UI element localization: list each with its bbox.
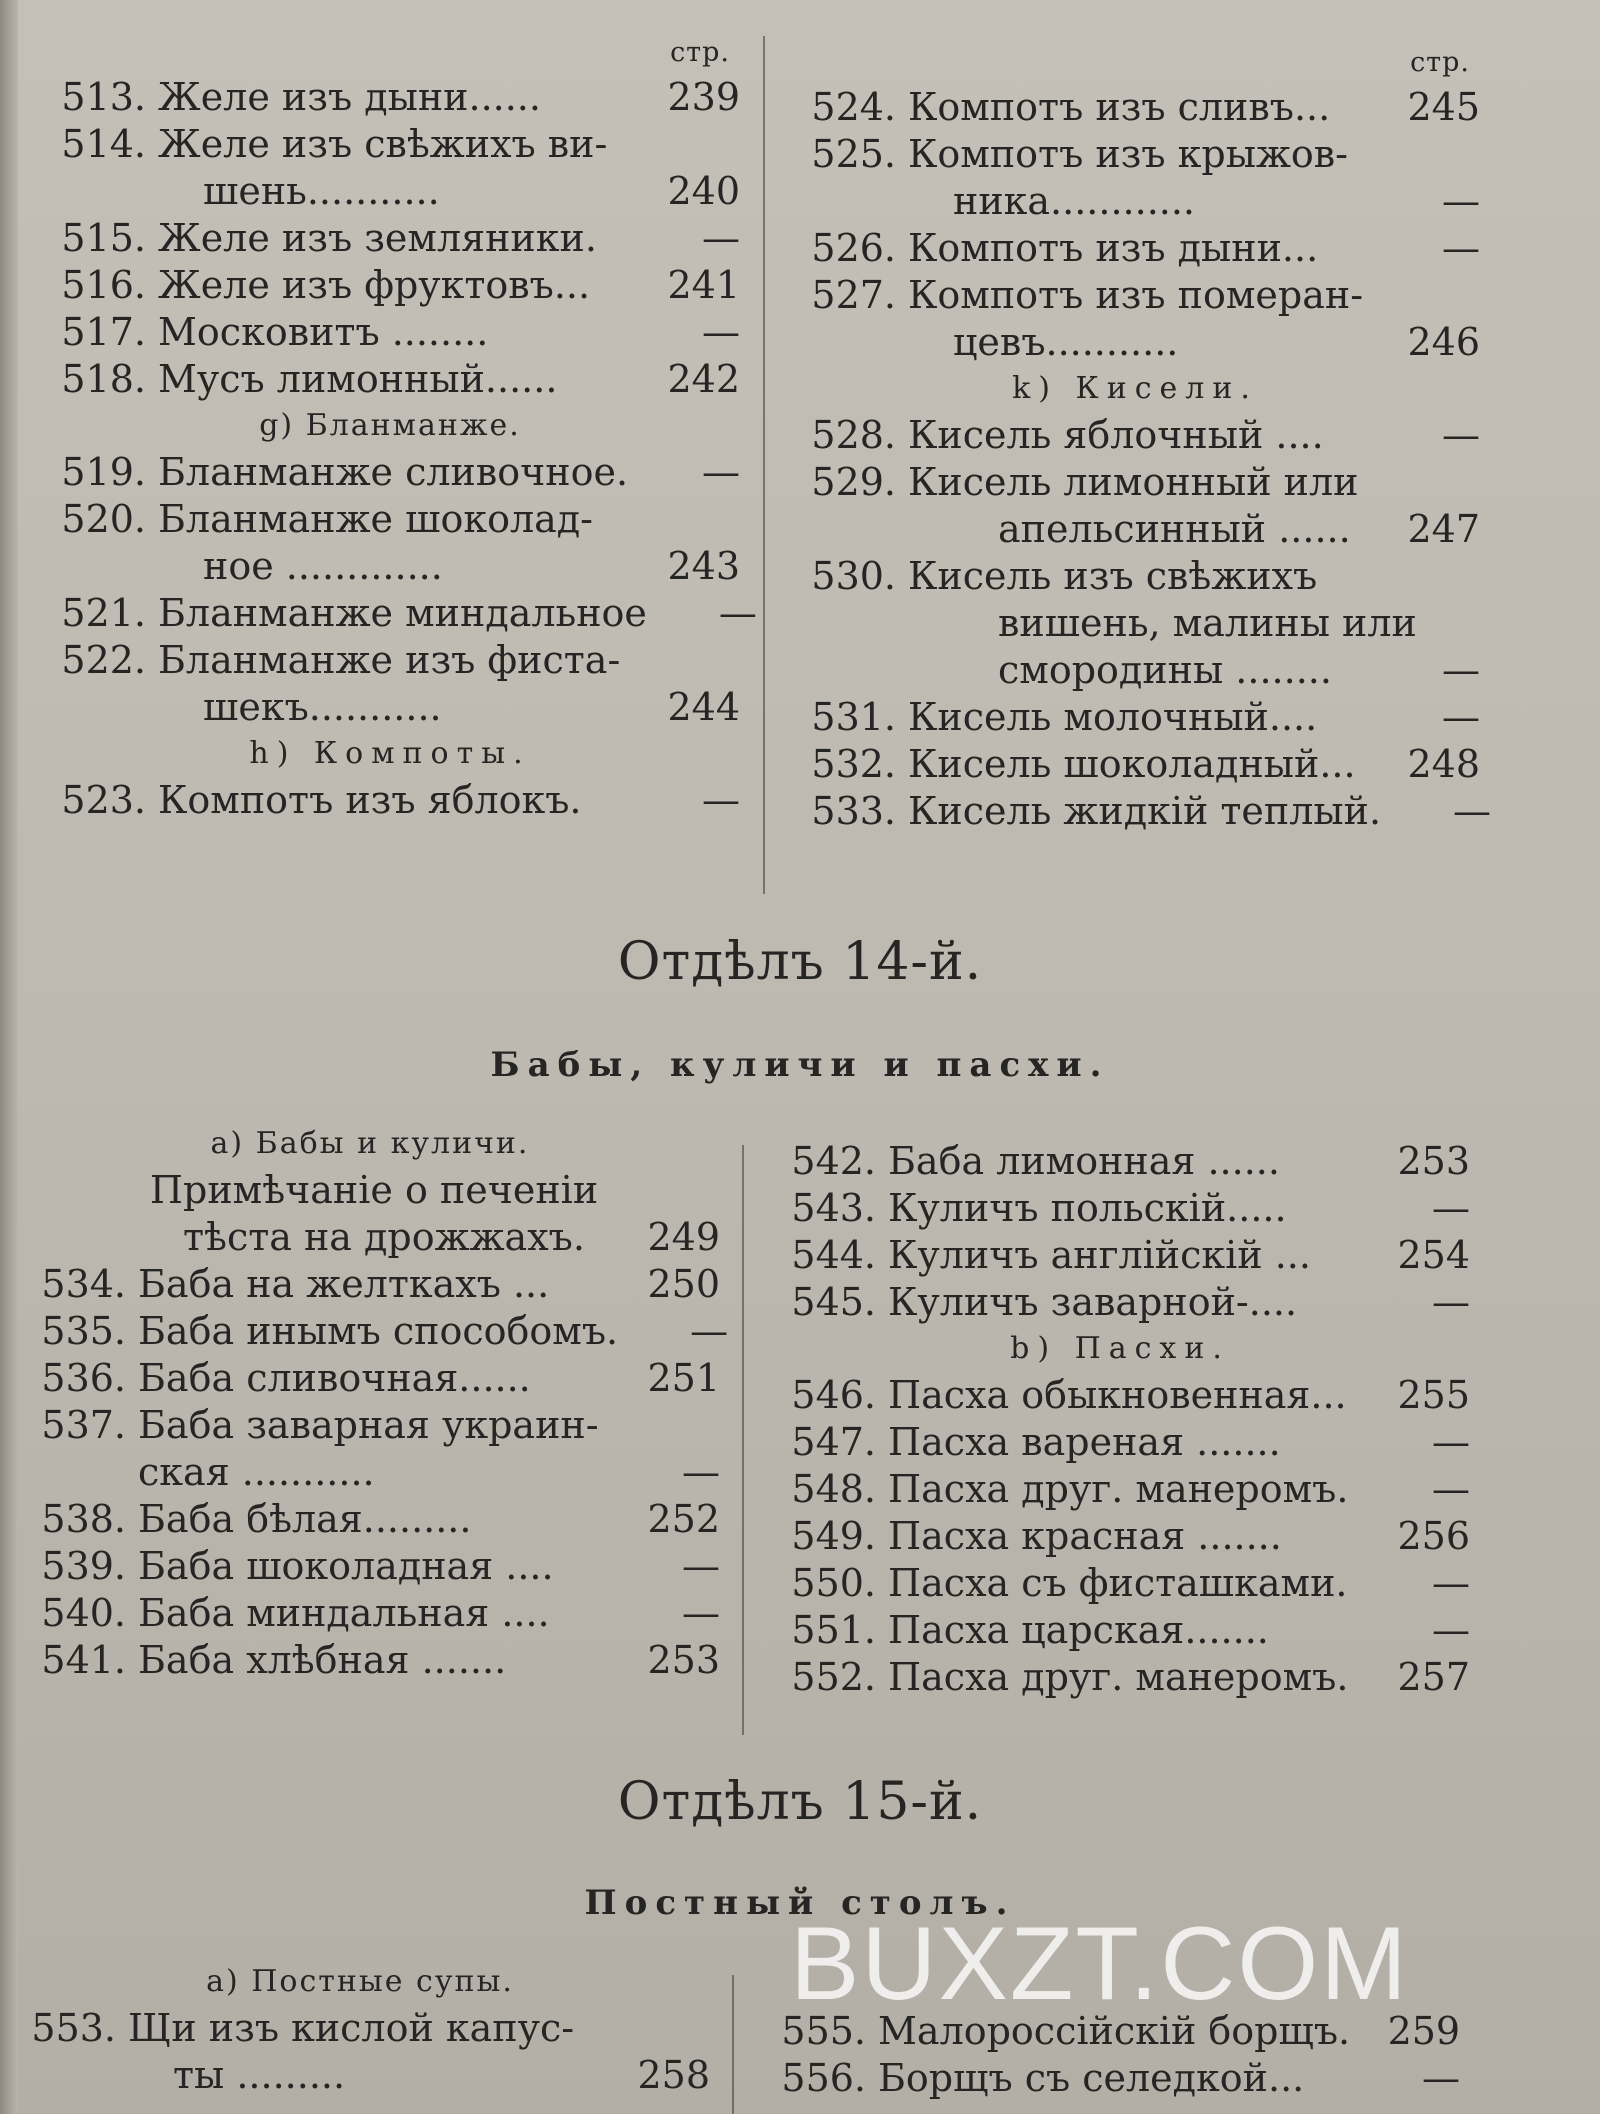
toc-entry: [790, 84, 1480, 131]
entry-page-number: 239: [667, 75, 740, 119]
section14-right-column: [770, 1138, 1470, 1701]
entry-page-number: 249: [647, 1215, 720, 1259]
entry-page-number: —: [1432, 1561, 1470, 1605]
entry-page-number: —: [682, 1544, 720, 1588]
entry-page-number: —: [682, 1591, 720, 1635]
entry-title: Пасха съ фисташками.: [888, 1561, 1348, 1605]
entry-page-number: 242: [667, 357, 740, 401]
entries-list: [770, 1138, 1470, 1326]
toc-entry: [790, 647, 1480, 694]
entry-page-number: —: [702, 778, 740, 822]
entry-title: Баба миндальная ....: [138, 1591, 550, 1635]
entry-title: Желе изъ фруктовъ...: [158, 263, 591, 307]
toc-entry: [20, 1543, 720, 1590]
entry-page-number: 246: [1407, 320, 1480, 364]
entry-title: Компотъ изъ померан-: [908, 273, 1364, 317]
toc-entry: [40, 215, 740, 262]
entry-number: 552.: [791, 1655, 876, 1699]
entry-page-number: 243: [667, 544, 740, 588]
watermark-text: BUXZT.COM: [790, 1906, 1409, 2022]
toc-entry: [20, 1308, 729, 1355]
entry-number: 526.: [811, 226, 896, 270]
section-15-title: Отдѣлъ 15-й.: [617, 1772, 983, 1832]
entry-page-number: 251: [647, 1356, 720, 1400]
toc-entry: [770, 1654, 1470, 1701]
entry-number: 548.: [791, 1467, 876, 1511]
entry-number: 524.: [811, 85, 896, 129]
toc-entry: [40, 684, 740, 731]
entry-title: Баба инымъ способомъ.: [138, 1309, 619, 1353]
entry-number: 534.: [41, 1262, 126, 1306]
entry-number: 556.: [781, 2056, 866, 2100]
entry-number: 553.: [31, 2006, 116, 2050]
entry-number: 549.: [791, 1514, 876, 1558]
entry-title: тѣста на дрожжахъ.: [183, 1215, 585, 1259]
toc-entry: [790, 600, 1480, 647]
entry-number: 525.: [811, 132, 896, 176]
entry-title: Бланманже миндальное: [158, 591, 647, 635]
entry-number: 523.: [61, 778, 146, 822]
toc-entry: [20, 1496, 720, 1543]
entry-page-number: 257: [1397, 1655, 1470, 1699]
entry-page-number: —: [1442, 413, 1480, 457]
toc-entry: [770, 1138, 1470, 1185]
entry-page-number: —: [1442, 695, 1480, 739]
entry-number: 542.: [791, 1139, 876, 1183]
entry-number: 531.: [811, 695, 896, 739]
entry-page-number: 258: [637, 2053, 710, 2097]
entry-title: Желе изъ свѣжихъ ви-: [158, 122, 608, 166]
entry-title: Щи изъ кислой капус-: [128, 2006, 575, 2050]
entry-page-number: 253: [1397, 1139, 1470, 1183]
entry-number: 538.: [41, 1497, 126, 1541]
entry-number: 546.: [791, 1373, 876, 1417]
entry-page-number: —: [702, 216, 740, 260]
entry-title: Пасха друг. манеромъ.: [888, 1467, 1349, 1511]
entry-page-number: —: [1432, 1280, 1470, 1324]
entry-page-number: 250: [647, 1262, 720, 1306]
entries-list-h: [40, 777, 740, 824]
entry-page-number: 254: [1397, 1233, 1470, 1277]
entries-list: [790, 84, 1480, 366]
entry-number: 540.: [41, 1591, 126, 1635]
entry-page-number: —: [1432, 1186, 1470, 1230]
page-column-header: стр.: [670, 37, 730, 68]
entry-page-number: —: [1442, 226, 1480, 270]
entry-title: Кисель жидкій теплый.: [908, 789, 1382, 833]
toc-entry: [770, 1232, 1470, 1279]
entry-number: 535.: [41, 1309, 126, 1353]
toc-entry: [790, 272, 1480, 319]
entry-number: 519.: [61, 450, 146, 494]
entry-page-number: —: [718, 591, 757, 635]
entry-title: ты .........: [173, 2053, 346, 2097]
entry-title: Компотъ изъ сливъ...: [908, 85, 1331, 129]
entry-title: Баба сливочная......: [138, 1356, 531, 1400]
entries-list: [10, 2005, 710, 2099]
entry-number: 539.: [41, 1544, 126, 1588]
toc-entry: [20, 1449, 720, 1496]
entry-title: смородины ........: [998, 648, 1332, 692]
entry-number: 551.: [791, 1608, 876, 1652]
entry-title: Куличъ англійскій ...: [888, 1233, 1311, 1277]
toc-entry: [770, 1607, 1470, 1654]
entry-title: апельсинный ......: [998, 507, 1351, 551]
entry-title: Компотъ изъ дыни...: [908, 226, 1319, 270]
entries-list: [40, 74, 740, 403]
entry-number: 547.: [791, 1420, 876, 1464]
toc-entry: [790, 459, 1480, 506]
entry-title: Пасха обыкновенная...: [888, 1373, 1347, 1417]
toc-entry: [770, 1513, 1470, 1560]
entry-page-number: —: [690, 1309, 729, 1353]
entry-title: Пасха друг. манеромъ.: [888, 1655, 1349, 1699]
entry-title: Бланманже изъ фиста-: [158, 638, 621, 682]
entry-title: Компотъ изъ крыжов-: [908, 132, 1349, 176]
entry-title: Кисель яблочный ....: [908, 413, 1324, 457]
entry-title: ное .............: [203, 544, 443, 588]
entry-title: Баба заварная украин-: [138, 1403, 599, 1447]
entry-page-number: —: [1442, 648, 1480, 692]
entry-number: 536.: [41, 1356, 126, 1400]
column-divider: [732, 1975, 734, 2114]
entry-number: 513.: [61, 75, 146, 119]
section-15-subtitle: Постный столъ.: [584, 1883, 1016, 1923]
entry-number: 532.: [811, 742, 896, 786]
entry-title: Баба шоколадная ....: [138, 1544, 554, 1588]
toc-entry: [20, 1590, 720, 1637]
entry-title: Баба на желткахъ ...: [138, 1262, 550, 1306]
entry-page-number: —: [1422, 2056, 1460, 2100]
entry-page-number: 244: [667, 685, 740, 729]
entry-title: вишень, малины или: [998, 601, 1417, 645]
toc-entry: [790, 412, 1480, 459]
toc-entry: [790, 694, 1480, 741]
toc-entry: [40, 590, 757, 637]
entry-number: 520.: [61, 497, 146, 541]
entry-page-number: —: [1453, 789, 1492, 833]
toc-entry: [790, 131, 1480, 178]
subsection-heading-a: a) Бабы и куличи.: [210, 1126, 530, 1161]
entries-list-k: [790, 412, 1492, 835]
entry-number: 550.: [791, 1561, 876, 1605]
entry-title: Пасха красная .......: [888, 1514, 1282, 1558]
column-divider: [763, 36, 765, 894]
entry-title: шекъ...........: [203, 685, 442, 729]
toc-entry: [40, 309, 740, 356]
toc-entry: [770, 1372, 1470, 1419]
toc-entry: [40, 262, 740, 309]
subsection-heading-h: h) Компоты.: [249, 736, 531, 771]
subsection-heading-a: a) Постные супы.: [206, 1964, 514, 1999]
entry-title: Бланманже шоколад-: [158, 497, 593, 541]
entry-title: Борщъ съ селедкой...: [878, 2056, 1305, 2100]
entry-title: ская ...........: [138, 1450, 375, 1494]
block1-left-column: [40, 32, 757, 824]
entry-title: Баба лимонная ......: [888, 1139, 1280, 1183]
entry-number: 537.: [41, 1403, 126, 1447]
toc-entry: [20, 1214, 720, 1261]
toc-entry: [20, 1261, 720, 1308]
toc-entry: [770, 1560, 1470, 1607]
toc-entry: [20, 1402, 720, 1449]
entry-number: 530.: [811, 554, 896, 598]
toc-entry: [20, 1355, 720, 1402]
toc-entry: [790, 788, 1492, 835]
entry-page-number: 256: [1397, 1514, 1470, 1558]
toc-entry: [790, 319, 1480, 366]
entry-title: Кисель лимонный или: [908, 460, 1359, 504]
toc-entry: [790, 506, 1480, 553]
entry-title: Бланманже сливочное.: [158, 450, 629, 494]
entry-title: Баба бѣлая.........: [138, 1497, 472, 1541]
entry-title: Московитъ ........: [158, 310, 489, 354]
toc-entry: [790, 553, 1480, 600]
entry-title: Кисель шоколадный...: [908, 742, 1356, 786]
entry-title: Малороссійскій борщъ.: [878, 2009, 1351, 2053]
toc-entry: [40, 74, 740, 121]
entry-title: Баба хлѣбная .......: [138, 1638, 507, 1682]
toc-entry: [770, 1466, 1470, 1513]
entry-title: Пасха царская.......: [888, 1608, 1269, 1652]
entry-page-number: —: [702, 310, 740, 354]
entry-number: 517.: [61, 310, 146, 354]
entry-title: Компотъ изъ яблокъ.: [158, 778, 582, 822]
entry-page-number: 255: [1397, 1373, 1470, 1417]
entry-page-number: 253: [647, 1638, 720, 1682]
entry-page-number: 259: [1387, 2009, 1461, 2053]
entry-page-number: —: [1432, 1420, 1470, 1464]
toc-entry: [40, 449, 740, 496]
entry-title: Кисель изъ свѣжихъ: [908, 554, 1318, 598]
toc-entry: [40, 496, 740, 543]
entry-number: 543.: [791, 1186, 876, 1230]
entry-number: 515.: [61, 216, 146, 260]
section14-left-column: [20, 1121, 729, 1684]
entry-title: Мусъ лимонный......: [158, 357, 558, 401]
entry-page-number: —: [702, 450, 740, 494]
entry-number: 522.: [61, 638, 146, 682]
entry-page-number: 240: [667, 169, 740, 213]
entry-title: Пасха вареная .......: [888, 1420, 1281, 1464]
entry-number: 544.: [791, 1233, 876, 1277]
entry-number: 541.: [41, 1638, 126, 1682]
entry-number: 518.: [61, 357, 146, 401]
toc-entry: [40, 168, 740, 215]
entry-page-number: 247: [1407, 507, 1480, 551]
toc-entry: [770, 1279, 1470, 1326]
entry-page-number: 241: [667, 263, 740, 307]
entry-title: Желе изъ дыни......: [158, 75, 541, 119]
entries-list-b: [770, 1372, 1470, 1701]
entry-page-number: 245: [1407, 85, 1480, 129]
entry-title: Примѣчаніе о печеніи: [149, 1168, 599, 1212]
entry-number: 521.: [61, 591, 146, 635]
entry-page-number: —: [1432, 1467, 1470, 1511]
toc-entry: [40, 356, 740, 403]
entry-title: Куличъ заварной-....: [888, 1280, 1298, 1324]
entry-number: 545.: [791, 1280, 876, 1324]
entry-page-number: 252: [647, 1497, 720, 1541]
toc-entry: [10, 2052, 710, 2099]
entry-number: 527.: [811, 273, 896, 317]
entry-page-number: 248: [1407, 742, 1480, 786]
entry-number: 514.: [61, 122, 146, 166]
subsection-heading-k: k) Кисели.: [1012, 371, 1258, 406]
subsection-heading-g: g) Бланманже.: [259, 408, 521, 443]
toc-entry: [10, 2005, 710, 2052]
entry-number: 555.: [781, 2009, 866, 2053]
toc-entry: [760, 2055, 1460, 2102]
subsection-heading-b: b) Пасхи.: [1010, 1331, 1230, 1366]
entry-page-number: —: [1432, 1608, 1470, 1652]
entry-title: ника............: [953, 179, 1196, 223]
block1-right-column: [790, 42, 1492, 835]
entry-title: Кисель молочный....: [908, 695, 1318, 739]
toc-entry: [40, 637, 740, 684]
toc-entry: [790, 178, 1480, 225]
entry-number: 533.: [811, 789, 896, 833]
entry-number: 528.: [811, 413, 896, 457]
column-divider: [742, 1145, 744, 1735]
section-14-title: Отдѣлъ 14-й.: [617, 932, 983, 992]
toc-entry: [40, 777, 740, 824]
entry-title: Желе изъ земляники.: [158, 216, 597, 260]
section-14-subtitle: Бабы, куличи и пасхи.: [490, 1045, 1110, 1085]
entry-title: Куличъ польскій.....: [888, 1186, 1287, 1230]
toc-entry: [790, 225, 1480, 272]
toc-entry: [20, 1637, 720, 1684]
entry-number: 529.: [811, 460, 896, 504]
page-column-header: стр.: [1410, 47, 1470, 78]
toc-entry: [40, 121, 740, 168]
toc-entry: [770, 1185, 1470, 1232]
toc-entry: [770, 1419, 1470, 1466]
section15-left-column: [10, 1959, 710, 2099]
toc-entry: [790, 741, 1480, 788]
entry-title: шень...........: [203, 169, 440, 213]
entries-list-g: [40, 449, 757, 731]
toc-entry: [40, 543, 740, 590]
entries-list: [20, 1167, 729, 1684]
entry-page-number: —: [682, 1450, 720, 1494]
toc-entry: [20, 1167, 720, 1214]
block-desserts: [0, 0, 1600, 900]
entry-title: цевъ...........: [953, 320, 1179, 364]
entry-number: 516.: [61, 263, 146, 307]
entry-page-number: —: [1442, 179, 1480, 223]
